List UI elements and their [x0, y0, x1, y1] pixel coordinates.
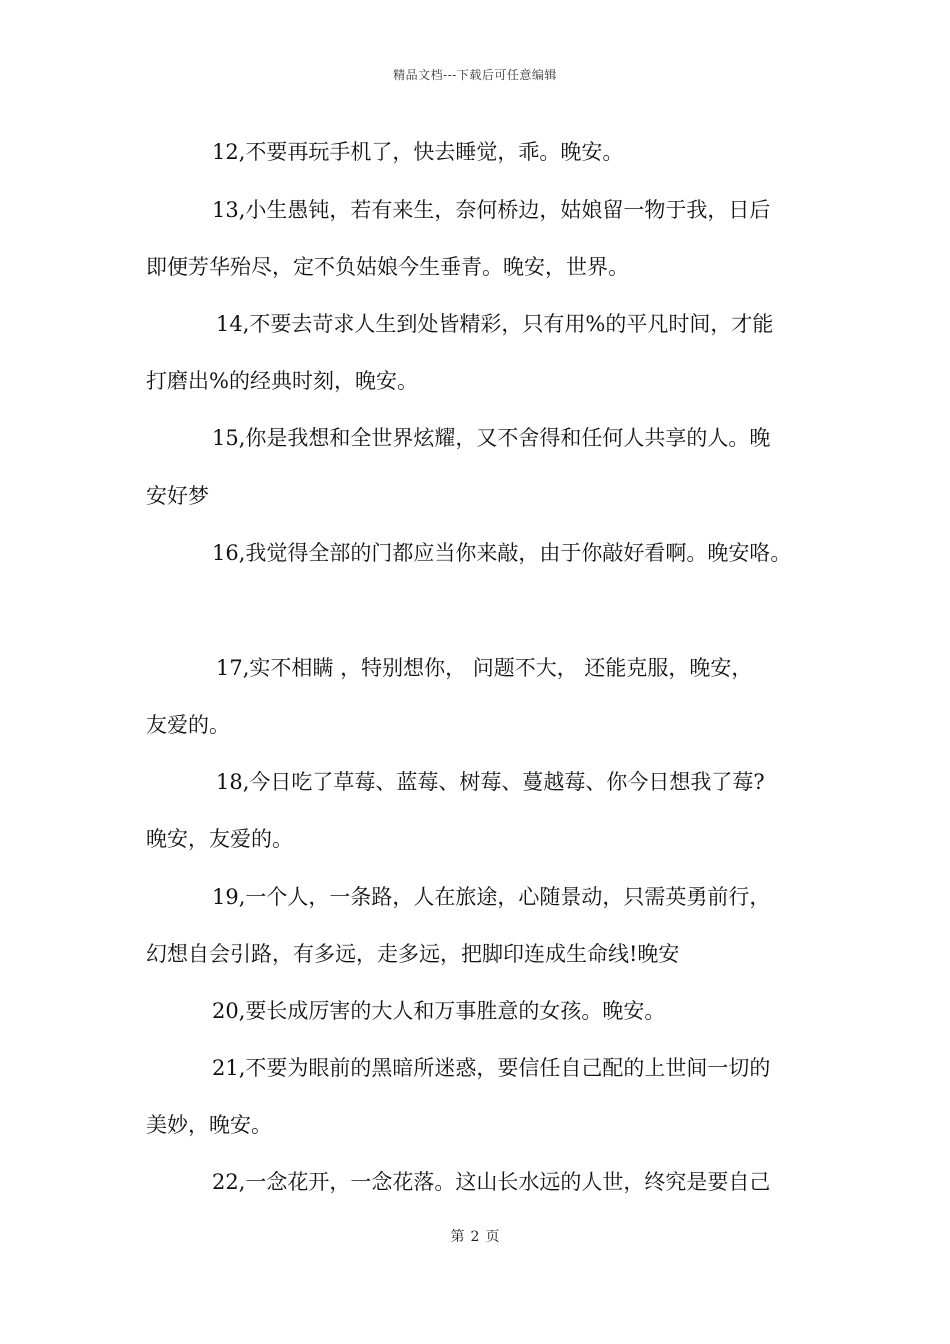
paragraph-18-line-2: 晚安，友爱的。 [146, 827, 293, 851]
paragraph-13-line-2: 即便芳华殆尽，定不负姑娘今生垂青。晚安，世界。 [146, 255, 629, 279]
paragraph-18-line-1: 18,今日吃了草莓、蓝莓、树莓、蔓越莓、你今日想我了莓? [216, 770, 765, 794]
paragraph-20-line-1: 20,要长成厉害的大人和万事胜意的女孩。晚安。 [212, 999, 666, 1023]
page-number: 2 [470, 1229, 480, 1245]
paragraph-14-line-2: 打磨出%的经典时刻，晚安。 [146, 369, 418, 393]
paragraph-13-line-1: 13,小生愚钝，若有来生，奈何桥边，姑娘留一物于我，日后 [212, 198, 771, 222]
paragraph-21-line-2: 美妙，晚安。 [146, 1113, 272, 1137]
paragraph-15-line-2: 安好梦 [146, 484, 209, 508]
paragraph-21-line-1: 21,不要为眼前的黑暗所迷惑，要信任自己配的上世间一切的 [212, 1056, 771, 1080]
paragraph-17-line-1: 17,实不相瞒 ，特别想你， 问题不大， 还能克服，晚安， [216, 656, 753, 680]
paragraph-15-line-1: 15,你是我想和全世界炫耀，又不舍得和任何人共享的人。晚 [212, 426, 771, 450]
paragraph-14-line-1: 14,不要去苛求人生到处皆精彩，只有用%的平凡时间，才能 [216, 312, 774, 336]
page-number-prefix: 第 [450, 1229, 465, 1245]
paragraph-17-line-2: 友爱的。 [146, 713, 230, 737]
paragraph-22-line-1: 22,一念花开，一念花落。这山长水远的人世，终究是要自己 [212, 1170, 771, 1194]
page-header: 精品文档---下载后可任意编辑 [393, 68, 557, 82]
paragraph-12-line-1: 12,不要再玩手机了，快去睡觉，乖。晚安。 [212, 140, 624, 164]
paragraph-19-line-2: 幻想自会引路，有多远，走多远，把脚印连成生命线!晚安 [146, 942, 680, 966]
paragraph-19-line-1: 19,一个人，一条路，人在旅途，心随景动，只需英勇前行， [212, 885, 771, 909]
paragraph-16-line-1: 16,我觉得全部的门都应当你来敲，由于你敲好看啊。晚安咯。 [212, 541, 792, 565]
page-number-suffix: 页 [485, 1229, 500, 1245]
page-footer [0, 1226, 950, 1246]
